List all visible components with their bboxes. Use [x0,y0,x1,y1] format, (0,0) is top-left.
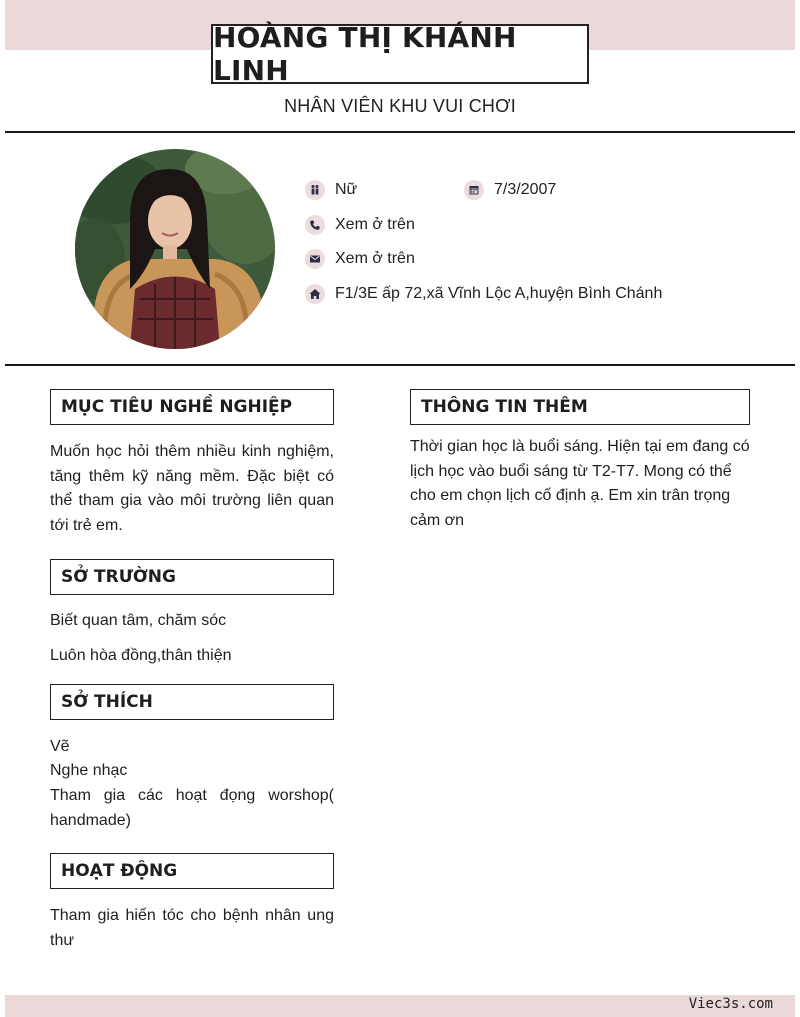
section-title-activities: HOẠT ĐỘNG [50,853,334,889]
section-title-hobbies: SỞ THÍCH [50,684,334,720]
address-value: F1/3E ấp 72,xã Vĩnh Lộc A,huyện Bình Chánh [335,285,663,302]
home-icon [305,284,325,304]
hobby-item: Vẽ [50,738,70,755]
avatar [75,149,275,349]
activities-text: Tham gia hiến tóc cho bệnh nhân ung thư [50,907,334,949]
address-row [305,284,662,304]
name-box [211,21,589,87]
job-title: NHÂN VIÊN KHU VUI CHƠI [284,96,516,116]
phone-row [305,215,415,235]
watermark: Viec3s.com [688,996,773,1012]
portrait-illustration [75,149,275,349]
birthdate-row [464,180,556,200]
gender-icon [305,180,325,200]
email-icon [305,249,325,269]
email-value: Xem ở trên [335,250,415,267]
candidate-name: HOÀNG THỊ KHÁNH LINH [213,21,517,87]
section-title-strengths: SỞ TRƯỜNG [50,559,334,595]
phone-value: Xem ở trên [335,216,415,233]
birthdate-value: 7/3/2007 [494,181,557,198]
gender-row [305,180,357,200]
hobby-item: Tham gia các hoạt đọng worshop( handmade) [50,787,334,829]
objective-text: Muốn học hỏi thêm nhiều kinh nghiệm, tăng thêm kỹ năng mềm. Đặc biệt có thể tham gia vào môi trường liên quan tới trẻ em. [50,443,334,534]
header-divider [5,131,795,133]
additional-text: Thời gian học là buổi sáng. Hiện tại em đang có lịch học vào buổi sáng từ T2-T7. Mong có thể cho em chọn lịch cố định ạ. Em xin trân trọng cảm ơn [410,438,750,529]
phone-icon [305,215,325,235]
email-row [305,249,415,269]
section-title-additional: THÔNG TIN THÊM [410,389,750,425]
calendar-icon [464,180,484,200]
profile-divider [5,364,795,366]
hobby-item: Nghe nhạc [50,762,128,779]
strength-item: Luôn hòa đồng,thân thiện [50,647,232,664]
section-title-objective: MỤC TIÊU NGHỀ NGHIỆP [50,389,334,425]
strength-item: Biết quan tâm, chăm sóc [50,612,227,629]
footer-band [5,995,795,1017]
gender-value: Nữ [335,181,358,198]
